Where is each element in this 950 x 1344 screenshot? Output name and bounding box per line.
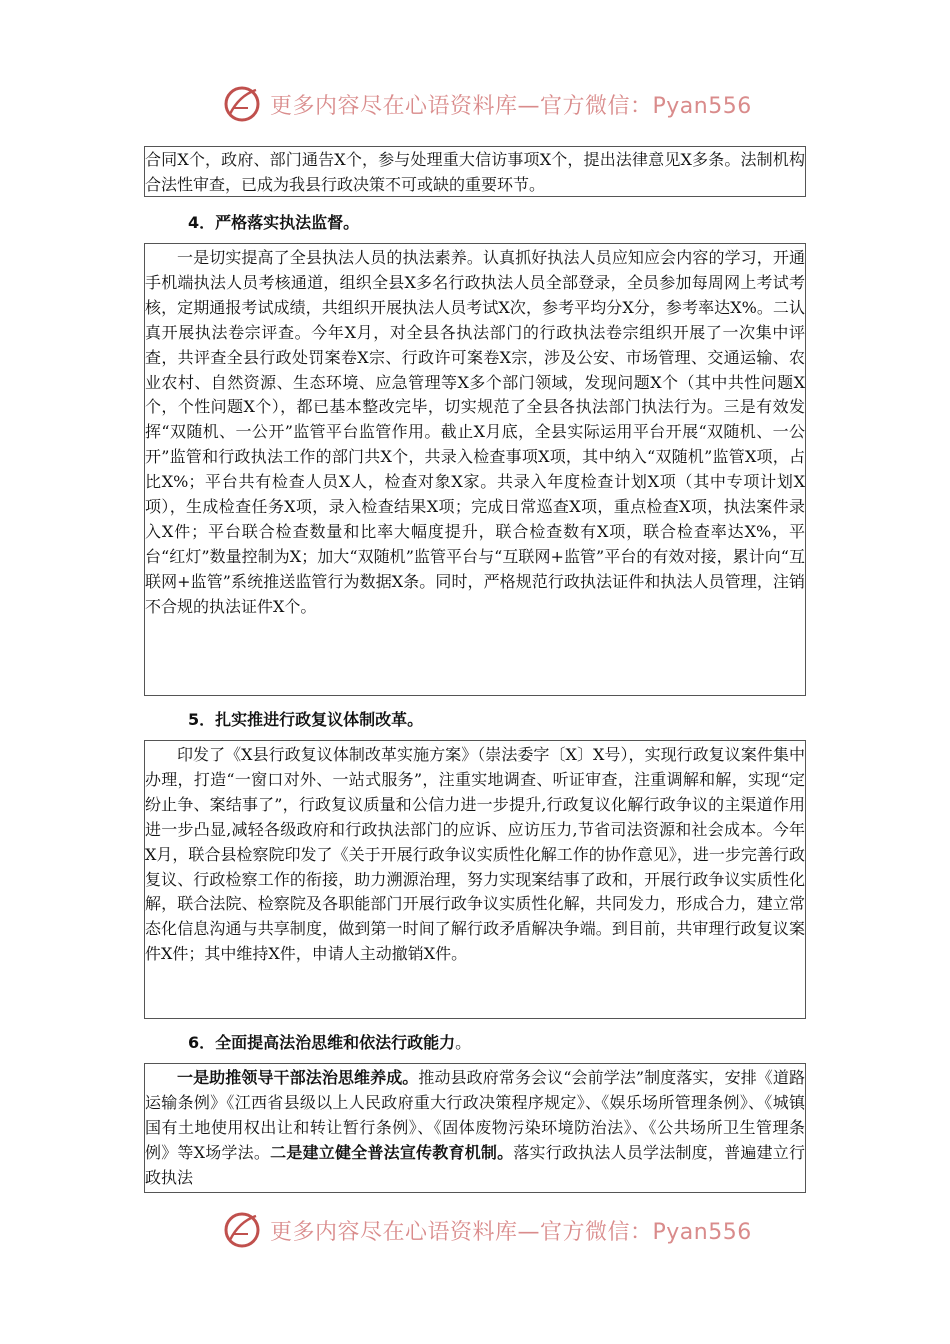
heading-6 (188, 1031, 471, 1055)
heading-6-end: 。 (455, 1033, 472, 1052)
signature-logo-icon (222, 84, 262, 124)
paragraph-4-body: 推动县政府常务会议“会前学法”制度落实，安排《道路运输条例》《江西省县级以上人民政府重大行政决策程序规定》、《娱乐场所管理条例》、《城镇国有土地使用权出让和转让暂行条例》、《固体废物污染环境防治法》、《公共场所卫生管理条例》等X场学法。 (145, 1068, 805, 1162)
watermark-banner-top (222, 82, 752, 126)
watermark-text: 更多内容尽在心语资料库—官方微信：Pyan556 (270, 1219, 752, 1245)
paragraph-4 (145, 1066, 805, 1191)
watermark-banner-bottom (222, 1208, 752, 1252)
signature-logo-icon (222, 1210, 262, 1250)
paragraph-4-lead: 一是助推领导干部法治思维养成。 (177, 1068, 419, 1087)
heading-4: 4．严格落实执法监督。 (188, 213, 360, 232)
watermark-text: 更多内容尽在心语资料库—官方微信：Pyan556 (270, 93, 752, 119)
paragraph-4-tail: 落实行政执法人员学法制度，普遍建立行政执法 (145, 1142, 805, 1187)
heading-6-bold: 6．全面提高法治思维和依法行政能力 (188, 1033, 456, 1052)
paragraph-3: 印发了《X县行政复议体制改革实施方案》（崇法委字〔X〕X号），实现行政复议案件集中办理，打造“一窗口对外、一站式服务”，注重实地调查、听证审查，注重调解和解，实现“定纷止争、案结事了”，行政复议质量和公信力进一步提升,行政复议化解行政争议的主渠道作用进一步凸显,减轻各级政府和行政执法部门的应诉、应访压力,节省司法资源和社会成本。今年X月，联合县检察院印发了《关于开展行政争议实质性化解工作的协作意见》，进一步完善行政复议、行政检察工作的衔接，助力溯源治理，努力实现案结事了政和，开展行政争议实质性化解，联合法院、检察院及各职能部门开展行政争议实质性化解，共同发力，形成合力，建立常态化信息沟通与共享制度，做到第一时间了解行政矛盾解决争端。到目前，共审理行政复议案件X件；其中维持X件，申请人主动撤销X件。 (145, 745, 805, 964)
paragraph-4-second-lead: 二是建立健全普法宣传教育机制。 (270, 1142, 514, 1162)
paragraph-1: 合同X个，政府、部门通告X个，参与处理重大信访事项X个，提出法律意见X多条。法制机构合法性审查，已成为我县行政决策不可或缺的重要环节。 (145, 150, 805, 194)
heading-5: 5．扎实推进行政复议体制改革。 (188, 710, 424, 729)
paragraph-2: 一是切实提高了全县执法人员的执法素养。认真抓好执法人员应知应会内容的学习，开通手机端执法人员考核通道，组织全县X多名行政执法人员全部登录，全员参加每周网上考试考核，定期通报考试成绩，共组织开展执法人员考试X次，参考平均分X分，参考率达X%。二认真开展执法卷宗评查。今年X月，对全县各执法部门的行政执法卷宗组织开展了一次集中评查，共评查全县行政处罚案卷X宗、行政许可案卷X宗，涉及公安、市场管理、交通运输、农业农村、自然资源、生态环境、应急管理等X多个部门领域，发现问题X个（其中共性问题X个，个性问题X个），都已基本整改完毕，切实规范了全县各执法部门执法行为。三是有效发挥“双随机、一公开”监管平台监管作用。截止X月底，全县实际运用平台开展“双随机、一公开”监管和行政执法工作的部门共X个，共录入检查事项X项，其中纳入“双随机”监管X项，占比X%；平台共有检查人员X人，检查对象X家。共录入年度检查计划X项（其中专项计划X项），生成检查任务X项，录入检查结果X项；完成日常巡查X项，重点检查X项，执法案件录入X件；平台联合检查数量和比率大幅度提升，联合检查数有X项，联合检查率达X%，平台“红灯”数量控制为X；加大“双随机”监管平台与“互联网+监管”平台的有效对接，累计向“互联网+监管”系统推送监管行为数据X条。同时，严格规范行政执法证件和执法人员管理，注销不合规的执法证件X个。 (145, 248, 805, 616)
